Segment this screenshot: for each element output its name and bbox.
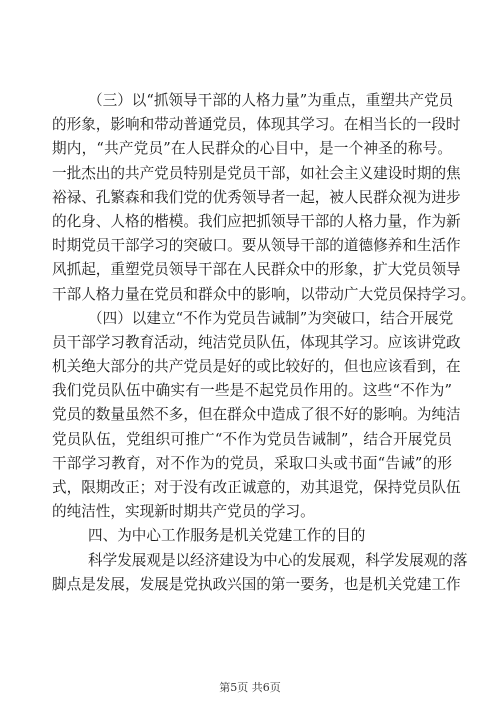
section-heading: 四、为中心工作服务是机关党建工作的目的 <box>88 527 366 545</box>
paragraph-line: 的形象，影响和带动普通党员，体现其学习。在相当长的一段时 <box>52 116 461 134</box>
paragraph-line: 党员队伍，党组织可推广“不作为党员告诫制”，结合开展党员 <box>52 430 452 448</box>
paragraph-line: 式，限期改正；对于没有改正诚意的，劝其退党，保持党员队伍 <box>52 479 461 496</box>
paragraph-line: 党员的数量虽然不多，但在群众中造成了很不好的影响。为纯洁 <box>52 406 461 424</box>
paragraph-line: 风抓起，重塑党员领导干部在人民群众中的形象，扩大党员领导 <box>52 261 461 279</box>
document-body <box>52 89 476 597</box>
paragraph-line: 期内，“共产党员”在人民群众的心目中，是一个神圣的称号。 <box>52 140 452 158</box>
paragraph-line: 脚点是发展，发展是党执政兴国的第一要务，也是机关党建工作 <box>52 575 461 593</box>
paragraph-line: 干部人格力量在党员和群众中的影响，以带动广大党员保持学习。 <box>52 285 476 303</box>
paragraph-line: （四）以建立“不作为党员告诫制”为突破口，结合开展党 <box>88 309 454 327</box>
page-number-footer: 第5页 共6页 <box>219 681 281 694</box>
paragraph-line: 一批杰出的共产党员特别是党员干部，如社会主义建设时期的焦 <box>52 164 461 182</box>
paragraph-line: 科学发展观是以经济建设为中心的发展观，科学发展观的落 <box>88 551 468 569</box>
paragraph-line: 机关绝大部分的共产党员是好的或比较好的，但也应该看到，在 <box>52 358 461 376</box>
paragraph-line: 的纯洁性，实现新时期共产党员的学习。 <box>52 503 315 521</box>
paragraph-line: 我们党员队伍中确实有一些是不起党员作用的。这些“不作为” <box>52 382 452 400</box>
paragraph-line: 干部学习教育，对不作为的党员，采取口头或书面“告诫”的形 <box>52 454 452 472</box>
paragraph-line: （三）以“抓领导干部的人格力量”为重点，重塑共产党员 <box>88 92 454 109</box>
paragraph-line: 的化身、人格的楷模。我们应把抓领导干部的人格力量，作为新 <box>52 212 461 230</box>
paragraph-line: 时期党员干部学习的突破口。要从领导干部的道德修养和生活作 <box>52 237 461 255</box>
paragraph-line: 裕禄、孔繁森和我们党的优秀领导者一起，被人民群众视为进步 <box>52 188 461 206</box>
paragraph-line: 员干部学习教育活动，纯洁党员队伍，体现其学习。应该讲党政 <box>52 333 461 351</box>
